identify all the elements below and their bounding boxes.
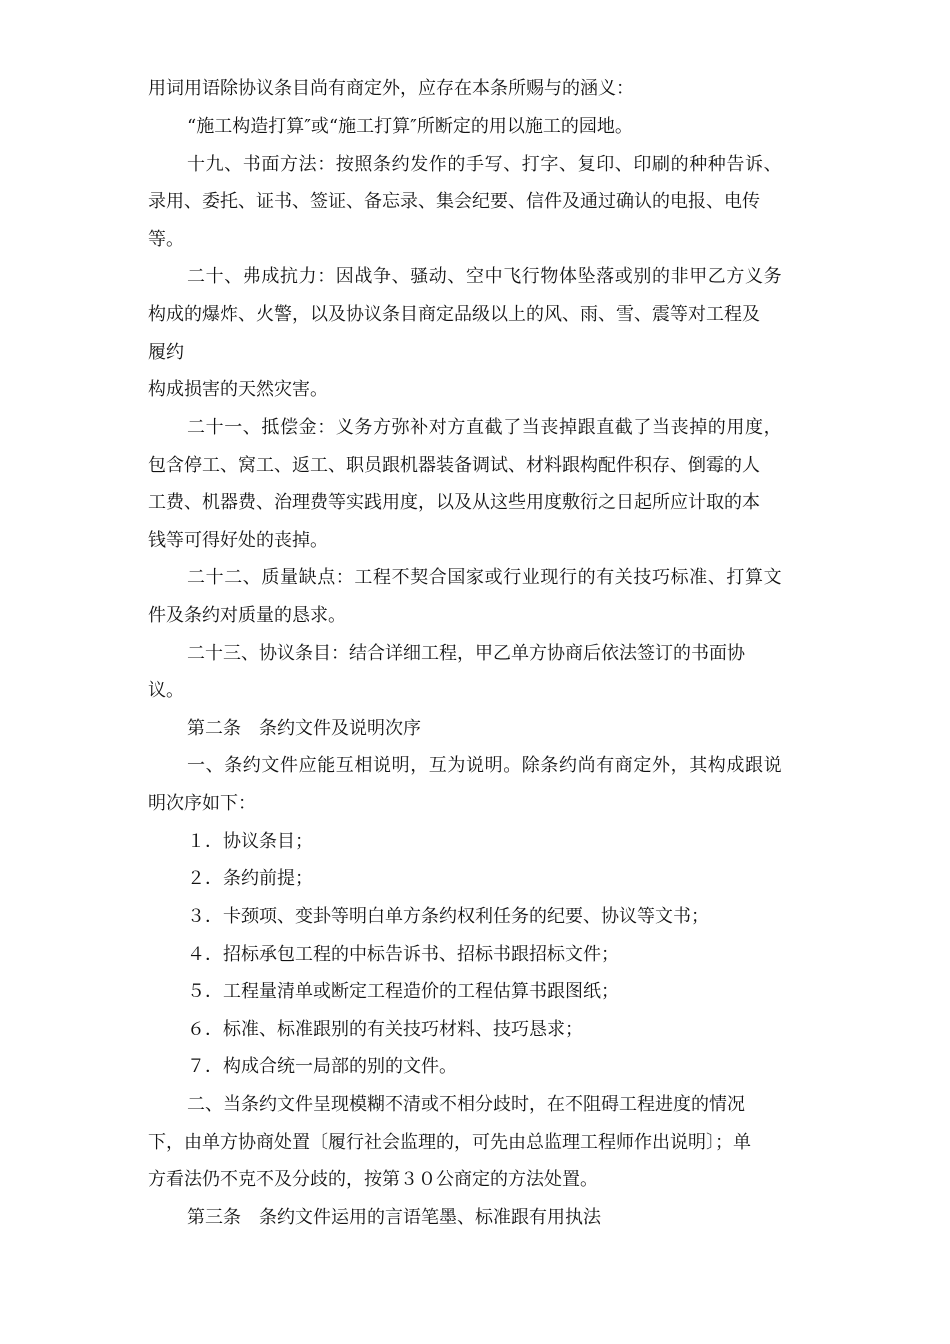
list-item: ４．招标承包工程的中标告诉书、招标书跟招标文件； [187, 944, 619, 965]
text-line: 构成的爆炸、火警，以及协议条目商定品级以上的风、雨、雪、震等对工程及 [148, 304, 760, 325]
text-line: 十九、书面方法：按照条约发作的手写、打字、复印、印刷的种种告诉、 [187, 154, 783, 175]
list-item: ２．条约前提； [187, 868, 313, 889]
text-line: 履约 [148, 342, 184, 363]
list-item: ３．卡颈项、变卦等明白单方条约权利任务的纪要、协议等文书； [187, 906, 709, 927]
list-item: ５．工程量清单或断定工程造价的工程估算书跟图纸； [187, 981, 619, 1002]
text-line: “施工构造打算″或“施工打算″所断定的用以施工的园地。 [187, 116, 633, 137]
text-line: 包含停工、窝工、返工、职员跟机器装备调试、材料跟构配件积存、倒霉的人 [148, 455, 760, 476]
text-line: 二十、弗成抗力：因战争、骚动、空中飞行物体坠落或别的非甲乙方义务 [187, 266, 783, 287]
section-heading: 第二条 条约文件及说明次序 [187, 718, 421, 739]
text-line: 用词用语除协议条目尚有商定外，应存在本条所赐与的涵义： [148, 78, 634, 99]
text-line: 录用、委托、证书、签证、备忘录、集会纪要、信件及通过确认的电报、电传 [148, 191, 760, 212]
text-line: 二十二、质量缺点：工程不契合国家或行业现行的有关技巧标准、打算文 [187, 567, 783, 588]
text-line: 二十一、抵偿金：义务方弥补对方直截了当丧掉跟直截了当丧掉的用度， [187, 417, 783, 438]
text-line: 二、当条约文件呈现模糊不清或不相分歧时，在不阻碍工程进度的情况 [187, 1094, 745, 1115]
text-line: 方看法仍不克不及分歧的，按第３０公商定的方法处置。 [148, 1169, 598, 1190]
text-line: 二十三、协议条目：结合详细工程，甲乙单方协商后依法签订的书面协 [187, 643, 745, 664]
text-line: 下，由单方协商处置〔履行社会监理的，可先由总监理工程师作出说明〕；单 [148, 1132, 751, 1153]
section-heading: 第三条 条约文件运用的言语笔墨、标准跟有用执法 [187, 1207, 601, 1228]
text-line: 钱等可得好处的丧掉。 [148, 530, 328, 551]
text-line: 一、条约文件应能互相说明，互为说明。除条约尚有商定外，其构成跟说 [187, 755, 783, 776]
text-line: 构成损害的天然灾害。 [148, 379, 328, 400]
text-line: 议。 [148, 680, 184, 701]
list-item: ６．标准、标准跟别的有关技巧材料、技巧恳求； [187, 1019, 583, 1040]
text-line: 工费、机器费、治理费等实践用度，以及从这些用度敷衍之日起所应计取的本 [148, 492, 760, 513]
text-line: 件及条约对质量的恳求。 [148, 605, 346, 626]
list-item: １．协议条目； [187, 831, 313, 852]
text-line: 等。 [148, 229, 184, 250]
list-item: ７．构成合统一局部的别的文件。 [187, 1056, 457, 1077]
text-line: 明次序如下： [148, 793, 256, 814]
